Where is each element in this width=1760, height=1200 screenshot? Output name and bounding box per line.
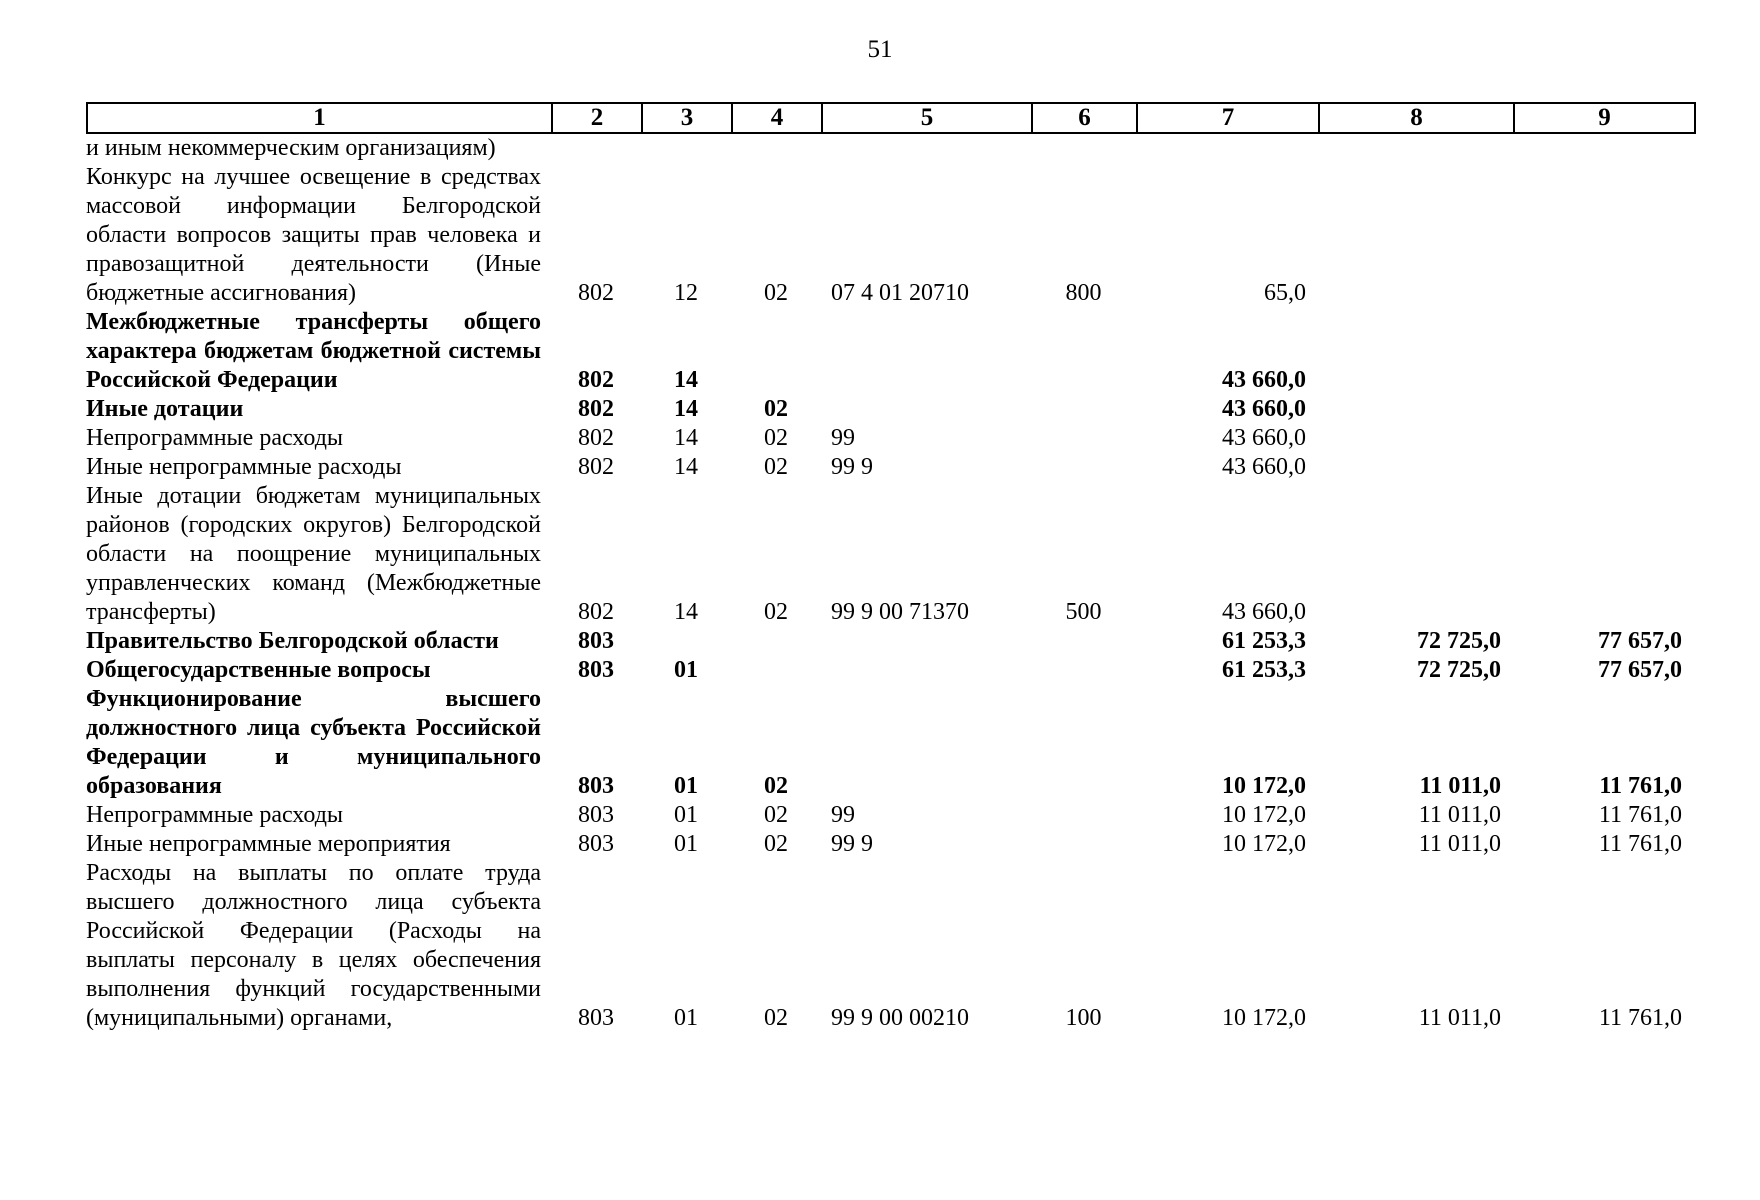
table-row [86,859,1694,1033]
row-description: Общегосударственные вопросы [86,657,431,683]
row-col-8: 11 011,0 [1418,831,1501,857]
table-row [86,395,1694,424]
column-header-3: 3 [642,103,732,133]
row-col-2: 802 [578,396,614,422]
budget-table [86,134,1694,1033]
row-col-8 [1318,134,1513,163]
row-col-8 [1318,163,1513,308]
row-col-9 [1513,482,1694,627]
row-description: Функционирование высшего должностного лица субъекта Российской Федерации и муниципального образования [86,686,541,799]
row-col-3: 14 [674,425,698,451]
row-col-4: 02 [764,802,788,828]
table-row [86,627,1694,656]
row-col-2: 803 [578,1005,614,1031]
row-col-6: 500 [1065,599,1102,625]
row-col-5 [821,656,1031,685]
row-col-9 [1513,395,1694,424]
column-header-row [87,103,1695,133]
row-col-9: 77 657,0 [1598,657,1682,683]
row-col-6 [1031,395,1136,424]
row-col-6 [1031,830,1136,859]
row-col-8: 72 725,0 [1417,657,1501,683]
row-col-9: 11 761,0 [1598,831,1682,857]
row-col-4: 02 [764,831,788,857]
row-col-4: 02 [764,280,788,306]
row-description: Иные дотации бюджетам муниципальных районов (городских округов) Белгородской области на поощрение муниципальных управленческих команд (Межбюджетные трансферты) [86,483,541,625]
row-col-2: 802 [578,367,614,393]
row-col-7: 61 253,3 [1222,657,1306,683]
row-col-7: 43 660,0 [1222,425,1306,451]
row-col-5 [821,308,1031,395]
row-col-8 [1318,395,1513,424]
row-col-2: 802 [578,425,614,451]
column-header-8: 8 [1319,103,1514,133]
row-col-3: 01 [674,773,698,799]
row-col-9: 77 657,0 [1598,628,1682,654]
row-col-7: 43 660,0 [1222,396,1306,422]
row-col-3: 14 [674,396,698,422]
row-col-3 [641,627,731,656]
row-description: Межбюджетные трансферты общего характера бюджетам бюджетной системы Российской Федерации [86,309,541,393]
row-col-9: 11 761,0 [1599,773,1682,799]
row-col-2: 803 [578,657,614,683]
row-description: Иные непрограммные расходы [86,454,402,480]
column-header-5: 5 [822,103,1032,133]
row-description: Иные непрограммные мероприятия [86,831,451,857]
row-col-2: 802 [578,280,614,306]
row-col-6 [1031,134,1136,163]
row-col-2: 802 [578,599,614,625]
column-header-table [86,102,1696,134]
row-col-3: 12 [674,280,698,306]
column-header-6: 6 [1032,103,1137,133]
row-col-2: 803 [578,628,614,654]
row-col-6: 800 [1065,280,1102,306]
row-col-4: 02 [764,773,788,799]
row-description: Непрограммные расходы [86,425,344,451]
column-header-4: 4 [732,103,822,133]
column-header-2: 2 [552,103,642,133]
row-col-3: 14 [674,599,698,625]
row-col-6 [1031,656,1136,685]
row-col-3 [641,134,731,163]
row-description: Правительство Белгородской области [86,628,499,654]
row-col-6 [1031,453,1136,482]
row-col-3: 01 [674,831,698,857]
row-col-3: 14 [674,454,698,480]
row-col-4 [731,134,821,163]
row-col-5 [821,685,1031,801]
row-col-5 [821,395,1031,424]
table-row [86,482,1694,627]
row-col-3: 01 [674,657,698,683]
row-col-4: 02 [764,396,788,422]
row-col-4: 02 [764,425,788,451]
row-description: и иным некоммерческим организациям) [86,135,496,161]
row-col-3: 14 [674,367,698,393]
row-col-8 [1318,308,1513,395]
row-col-5: 99 [831,425,855,451]
column-header-9: 9 [1514,103,1695,133]
row-col-8: 11 011,0 [1419,773,1501,799]
table-row [86,685,1694,801]
column-header-7: 7 [1137,103,1319,133]
row-col-5: 99 9 00 71370 [831,599,969,625]
row-col-6 [1031,685,1136,801]
row-col-9 [1513,424,1694,453]
row-col-8: 11 011,0 [1418,1005,1501,1031]
row-col-5 [821,134,1031,163]
row-col-8 [1318,424,1513,453]
row-col-4 [731,656,821,685]
row-description: Непрограммные расходы [86,802,344,828]
row-col-7: 61 253,3 [1222,628,1306,654]
row-col-7: 43 660,0 [1222,454,1306,480]
row-col-9 [1513,453,1694,482]
row-col-6 [1031,308,1136,395]
row-col-6 [1031,627,1136,656]
table-row [86,830,1694,859]
row-col-5: 99 9 00 00210 [831,1005,969,1031]
row-col-9 [1513,163,1694,308]
row-col-4: 02 [764,1005,788,1031]
row-col-8 [1318,453,1513,482]
row-col-8: 11 011,0 [1418,802,1501,828]
row-col-4 [731,308,821,395]
row-col-8: 72 725,0 [1417,628,1501,654]
column-header-1: 1 [87,103,552,133]
table-row [86,656,1694,685]
row-col-5: 99 [831,802,855,828]
row-col-7 [1136,134,1318,163]
row-col-3: 01 [674,1005,698,1031]
table-row [86,424,1694,453]
row-col-4: 02 [764,599,788,625]
table-row [86,801,1694,830]
row-col-7: 10 172,0 [1222,802,1306,828]
row-col-6 [1031,424,1136,453]
row-col-7: 10 172,0 [1222,831,1306,857]
table-row [86,163,1694,308]
table-row [86,453,1694,482]
row-col-6 [1031,801,1136,830]
row-col-4 [731,627,821,656]
row-col-4: 02 [764,454,788,480]
row-description: Иные дотации [86,396,244,422]
row-col-3: 01 [674,802,698,828]
page-number: 51 [867,36,893,63]
table-row [86,134,1694,163]
row-col-2 [551,134,641,163]
row-col-7: 43 660,0 [1222,367,1306,393]
row-col-2: 803 [578,773,614,799]
row-description: Расходы на выплаты по оплате труда высшего должностного лица субъекта Российской Федерации (Расходы на выплаты персоналу в целях обеспечения выполнения функций государственными (муниципальными) органами, [86,860,541,1031]
row-col-9: 11 761,0 [1598,802,1682,828]
row-col-7: 10 172,0 [1222,1005,1306,1031]
row-col-9: 11 761,0 [1598,1005,1682,1031]
row-col-5 [821,627,1031,656]
row-col-2: 803 [578,802,614,828]
row-description: Конкурс на лучшее освещение в средствах массовой информации Белгородской области вопросов защиты прав человека и правозащитной деятельности (Иные бюджетные ассигнования) [86,164,541,306]
row-col-2: 802 [578,454,614,480]
row-col-5: 99 9 [831,831,873,857]
row-col-5: 99 9 [831,454,873,480]
row-col-7: 65,0 [1264,280,1306,306]
row-col-6: 100 [1065,1005,1102,1031]
row-col-5: 07 4 01 20710 [831,280,969,306]
row-col-2: 803 [578,831,614,857]
row-col-8 [1318,482,1513,627]
table-row [86,308,1694,395]
row-col-7: 43 660,0 [1222,599,1306,625]
row-col-9 [1513,134,1694,163]
row-col-7: 10 172,0 [1222,773,1306,799]
row-col-9 [1513,308,1694,395]
